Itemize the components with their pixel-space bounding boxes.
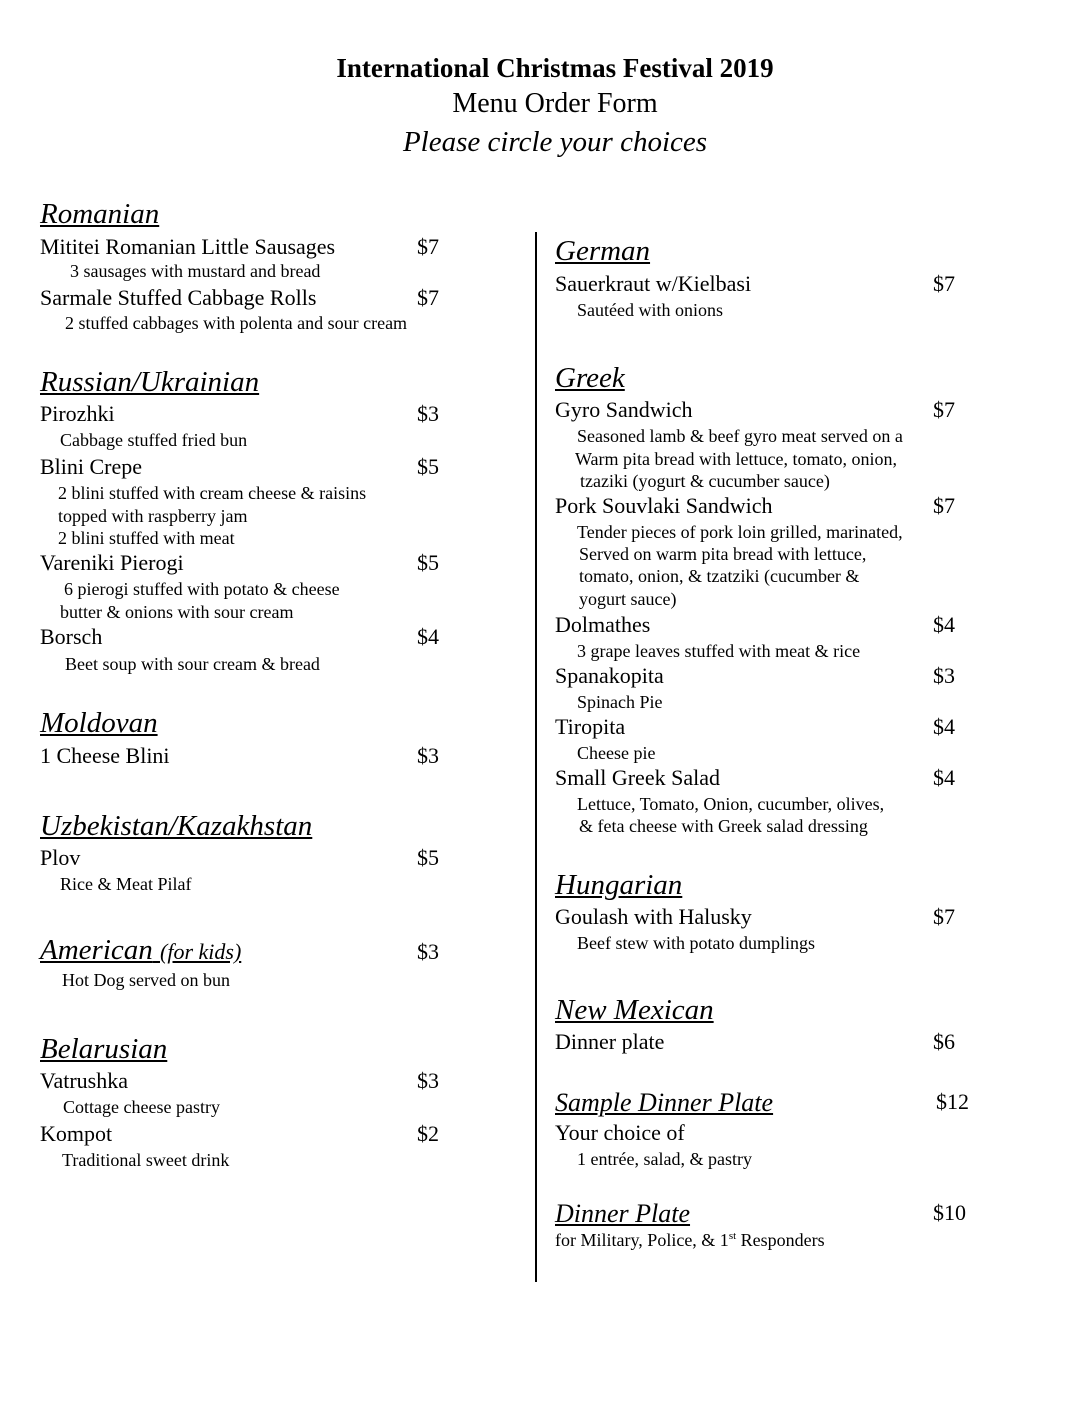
menu-item-price: $4 [417,624,439,649]
section-title-hungarian: Hungarian [555,869,683,901]
section-title-text: American [40,934,153,966]
column-divider [535,232,537,1282]
menu-item-description: tzaziki (yogurt & cucumber sauce) [580,471,830,491]
menu-item-name: Your choice of [555,1120,685,1145]
desc-superscript: st [728,1230,737,1242]
menu-item-description: Beet soup with sour cream & bread [65,654,320,674]
section-title-greek: Greek [555,362,625,394]
menu-item-name[interactable]: 1 Cheese Blini [40,743,170,768]
section-title-dinner-plate[interactable]: Dinner Plate [555,1199,691,1228]
desc-part: Responders [736,1230,825,1250]
menu-item-name[interactable]: Sarmale Stuffed Cabbage Rolls [40,285,317,310]
menu-item-name[interactable]: Plov [40,845,81,870]
menu-item-name[interactable]: Kompot [40,1121,113,1146]
menu-item-price: $10 [933,1200,966,1225]
menu-item-name[interactable]: Blini Crepe [40,454,143,479]
menu-item-description: & feta cheese with Greek salad dressing [579,816,868,836]
page-header [0,50,1088,162]
menu-item-name[interactable]: Mititei Romanian Little Sausages [40,234,336,259]
menu-item-name[interactable]: Gyro Sandwich [555,397,693,422]
menu-item-description: topped with raspberry jam [58,506,248,526]
section-title-uzbekistan-kazakhstan: Uzbekistan/Kazakhstan [40,810,313,842]
menu-item-description: 3 grape leaves stuffed with meat & rice [577,641,861,661]
menu-item-description: Sautéed with onions [577,300,723,320]
menu-item-name[interactable]: Vatrushka [40,1068,128,1093]
section-title-new-mexican: New Mexican [555,994,714,1026]
page-title: International Christmas Festival 2019 [336,53,774,83]
menu-item-description [555,1229,825,1252]
section-title-american[interactable] [40,934,241,968]
menu-item-price: $7 [933,904,955,929]
menu-item-price: $3 [417,939,439,964]
menu-item-description: 1 entrée, salad, & pastry [577,1149,752,1169]
menu-item-description: Rice & Meat Pilaf [60,874,192,894]
menu-item-description: Seasoned lamb & beef gyro meat served on a [577,426,903,446]
menu-item-description: Cottage cheese pastry [63,1097,220,1117]
menu-item-description: 2 stuffed cabbages with polenta and sour cream [65,313,408,333]
menu-item-description: Beef stew with potato dumplings [577,933,815,953]
menu-item-price: $7 [933,271,955,296]
menu-item-description: Served on warm pita bread with lettuce, [579,544,867,564]
menu-item-description: Hot Dog served on bun [62,970,230,990]
section-title-belarusian: Belarusian [40,1033,168,1065]
menu-item-price: $7 [417,285,439,310]
section-title-romanian: Romanian [40,198,160,230]
instruction-text: Please circle your choices [402,126,708,158]
menu-item-price: $3 [417,743,439,768]
menu-item-price: $6 [933,1029,955,1054]
menu-item-price: $4 [933,714,955,739]
menu-item-price: $7 [417,234,439,259]
menu-item-name[interactable]: Goulash with Halusky [555,904,752,929]
menu-item-description: Tender pieces of pork loin grilled, marinated, [577,522,903,542]
menu-item-description: Cabbage stuffed fried bun [60,430,248,450]
menu-item-description: yogurt sauce) [579,589,677,609]
menu-item-price: $3 [417,1068,439,1093]
desc-part: for Military, Police, & 1 [555,1230,729,1250]
menu-item-name[interactable]: Dinner plate [555,1029,665,1054]
menu-item-name[interactable]: Tiropita [555,714,626,739]
section-title-moldovan: Moldovan [40,707,158,739]
menu-item-name[interactable]: Pork Souvlaki Sandwich [555,493,773,518]
section-title-german: German [555,235,651,267]
menu-item-description: 6 pierogi stuffed with potato & cheese [64,579,340,599]
menu-item-description: 2 blini stuffed with cream cheese & raisins [58,483,367,503]
menu-item-price: $5 [417,845,439,870]
menu-item-description: tomato, onion, & tzatziki (cucumber & [579,566,860,586]
menu-item-description: Warm pita bread with lettuce, tomato, onion, [575,449,897,469]
section-title-sample-dinner-plate[interactable]: Sample Dinner Plate [555,1088,774,1117]
menu-item-description: Lettuce, Tomato, Onion, cucumber, olives, [577,794,885,814]
menu-item-name[interactable]: Vareniki Pierogi [40,550,184,575]
menu-item-price: $12 [936,1089,969,1114]
menu-item-description: Spinach Pie [577,692,663,712]
menu-item-description: Cheese pie [577,743,656,763]
section-title-russian-ukrainian: Russian/Ukrainian [40,366,260,398]
menu-item-name[interactable]: Small Greek Salad [555,765,720,790]
menu-item-price: $5 [417,550,439,575]
menu-item-price: $2 [417,1121,439,1146]
menu-item-description: butter & onions with sour cream [60,602,294,622]
menu-item-description: 3 sausages with mustard and bread [70,261,321,281]
menu-item-price: $7 [933,493,955,518]
menu-item-name[interactable]: Spanakopita [555,663,664,688]
menu-item-name[interactable]: Sauerkraut w/Kielbasi [555,271,752,296]
menu-item-price: $7 [933,397,955,422]
menu-item-price: $5 [417,454,439,479]
menu-item-price: $4 [933,765,955,790]
menu-item-price: $4 [933,612,955,637]
section-title-note: (for kids) [160,939,242,964]
menu-item-price: $3 [417,401,439,426]
menu-item-description: 2 blini stuffed with meat [58,528,235,548]
menu-item-name[interactable]: Dolmathes [555,612,651,637]
menu-item-price: $3 [933,663,955,688]
menu-item-description: Traditional sweet drink [62,1150,230,1170]
menu-item-name[interactable]: Borsch [40,624,103,649]
menu-item-name[interactable]: Pirozhki [40,401,115,426]
page-subtitle: Menu Order Form [452,88,658,119]
